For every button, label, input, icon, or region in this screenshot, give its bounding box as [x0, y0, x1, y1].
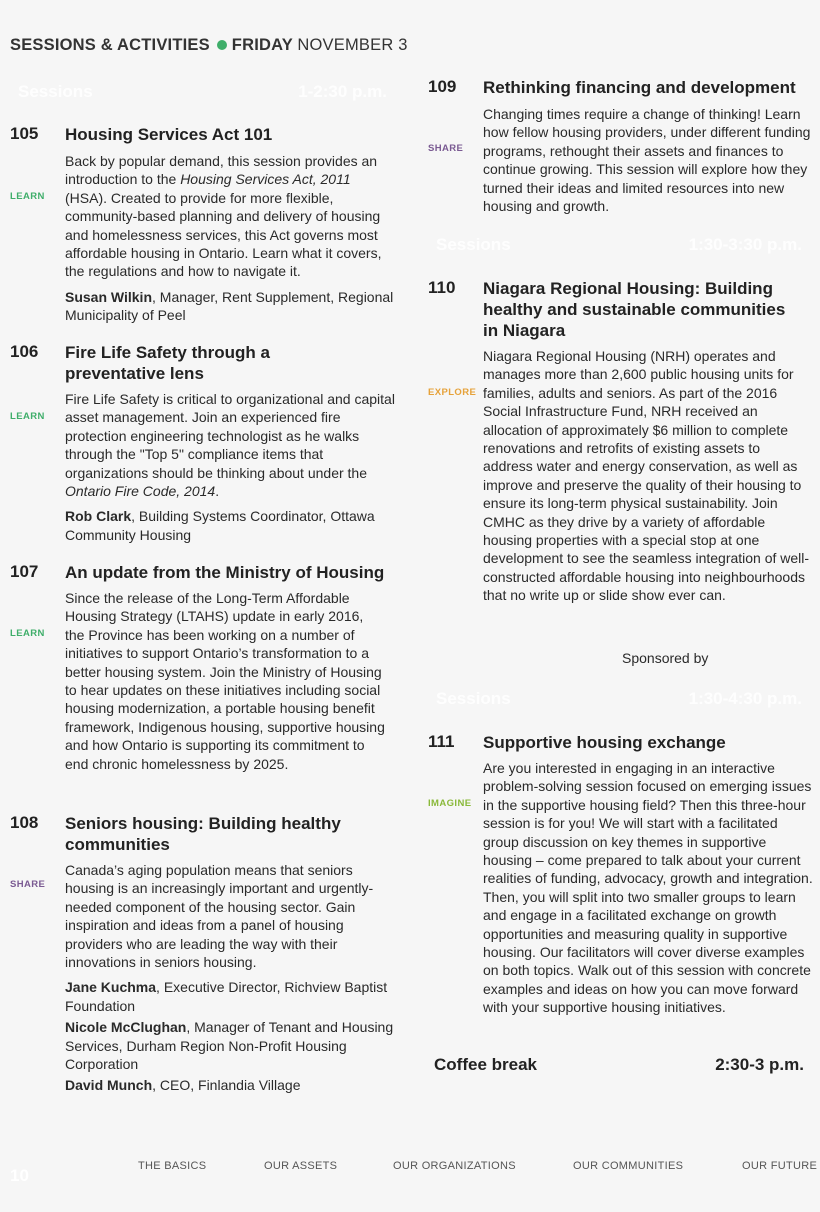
- session-tag: SHARE: [428, 143, 464, 154]
- speaker-name: Nicole McClughan: [65, 1019, 187, 1036]
- coffee-break-time: 2:30-3 p.m.: [715, 1055, 804, 1074]
- session-description: Since the release of the Long-Term Affordable Housing Strategy (LTAHS) update in early 2016, the Province has been working on a number of initiatives to support Ontario’s transformation to a better housing system. Join the Ministry of Housing to hear updates on these initiatives including social housing modernization, a portable housing benefit framework, Indigenous housing, supportive housing and how Ontario is supporting its commitment to end chronic homelessness by 2025.: [65, 590, 385, 772]
- speaker-name: Jane Kuchma: [65, 979, 157, 996]
- speaker-role: , Manager of Tenant and Housing Services, Durham Region Non-Profit Housing Corporation: [65, 1019, 394, 1073]
- speaker-role: , Building Systems Coordinator, Ottawa Community Housing: [65, 508, 375, 543]
- speaker-name: Rob Clark: [65, 508, 132, 525]
- session-tag: SHARE: [10, 879, 46, 890]
- session-description: Niagara Regional Housing (NRH) operates and manages more than 2,600 public housing units for families, adults and seniors. As part of the 2016 Social Infrastructure Fund, NRH received an allocation of approximately $6 million to complete renovations and retrofits of existing assets to address water and energy conservation, as well as improve and preserve the quality of their housing to ensure its long-term physical sustainability. Join CMHC as they drive by a variety of affordable housing properties with a special stop at one development to see the seamless integration of well-constructed affordable housing into neighbourhoods that no write up or slide show ever can.: [483, 348, 810, 604]
- description-italic: Ontario Fire Code, 2014: [65, 483, 216, 500]
- session-description: [65, 390, 395, 544]
- sessions-time-bar: [428, 232, 810, 258]
- speaker-name: David Munch: [65, 1077, 153, 1094]
- session-tag: EXPLORE: [428, 387, 477, 398]
- description-text: Back by popular demand, this session provides an introduction to the: [65, 153, 378, 188]
- session-title: Rethinking financing and development: [483, 78, 796, 97]
- session-title: An update from the Ministry of Housing: [65, 563, 385, 582]
- session-number: 106: [10, 342, 39, 361]
- description-text: Fire Life Safety is critical to organizational and capital asset management. Join an experienced fire protection engineering technologist as he walks through the "Top 5" compliance items that organizations should be thinking about under the: [65, 391, 395, 481]
- bar-label: Sessions: [436, 689, 511, 708]
- page-header: [10, 36, 408, 55]
- session-number: 111: [428, 732, 455, 751]
- session-tag: LEARN: [10, 191, 45, 202]
- session-number: 107: [10, 562, 39, 581]
- speaker: [65, 288, 395, 325]
- bar-label: Sessions: [18, 82, 93, 101]
- day-label: FRIDAY: [231, 36, 293, 54]
- speaker-role: , Manager, Rent Supplement, Regional Municipality of Peel: [65, 288, 394, 324]
- speaker: [65, 507, 395, 544]
- description-italic: Housing Services Act, 2011: [180, 171, 351, 188]
- session-description: Changing times require a change of thinking! Learn how fellow housing providers, under different funding programs, rethought their assets and finances to continue growing. This session will explore how they turned their ideas and limited resources into new housing and growth.: [483, 106, 811, 215]
- sponsored-by: Sponsored by: [622, 650, 709, 666]
- bar-label: Sessions: [436, 235, 511, 254]
- session-number: 110: [428, 278, 456, 297]
- session-title: Seniors housing: Building healthy communities: [65, 814, 341, 854]
- session-number: 109: [428, 77, 457, 96]
- session-description: [65, 152, 395, 325]
- session-description: Are you interested in engaging in an interactive problem-solving session focused on emerging issues in the supportive housing field? Then this three-hour session is for you! We will start with a facilitated group discussion on key themes in supportive housing – come prepared to talk about your current realities of funding, advocacy, growth and integration. Then, you will split into two smaller groups to learn and engage in a facilitated exchange on growth opportunities and measuring quality in supportive housing. Our facilitators will cover diverse examples on both topics. Walk out of this session with concrete examples and ideas on how you can move forward with your supportive housing initiatives.: [483, 760, 813, 1016]
- session-tag: LEARN: [10, 628, 45, 639]
- speaker-role: , CEO, Finlandia Village: [152, 1077, 301, 1094]
- session-title: Supportive housing exchange: [483, 733, 726, 752]
- section-title: SESSIONS & ACTIVITIES: [10, 36, 210, 54]
- nav-our-communities[interactable]: OUR COMMUNITIES: [573, 1160, 684, 1172]
- bullet-dot-icon: [217, 40, 227, 50]
- speaker: [65, 1018, 395, 1073]
- bar-time: 1:30-4:30 p.m.: [688, 689, 802, 708]
- nav-our-future[interactable]: OUR FUTURE: [742, 1160, 818, 1172]
- date-label: NOVEMBER 3: [297, 36, 408, 54]
- sessions-time-bar: [10, 79, 395, 105]
- nav-our-organizations[interactable]: OUR ORGANIZATIONS: [393, 1160, 516, 1172]
- speaker-role: , Executive Director, Richview Baptist Foundation: [65, 979, 388, 1014]
- coffee-break: [434, 1055, 804, 1075]
- session-title: Housing Services Act 101: [65, 125, 273, 144]
- nav-our-assets[interactable]: OUR ASSETS: [264, 1160, 338, 1172]
- speaker: [65, 978, 395, 1015]
- page-number: 10: [10, 1166, 29, 1185]
- bar-time: 1:30-3:30 p.m.: [688, 235, 802, 254]
- session-description: [65, 861, 395, 1095]
- description-text: .: [215, 483, 220, 500]
- description-text: Canada’s aging population means that seniors housing is an increasingly important and urgently-needed component of the housing sector. Gain inspiration and ideas from a panel of housing providers who are leading the way with their innovations in seniors housing.: [65, 862, 374, 971]
- session-number: 105: [10, 124, 39, 143]
- speaker-name: Susan Wilkin: [65, 288, 153, 305]
- session-title: Fire Life Safety through a preventative lens: [65, 343, 270, 383]
- session-number: 108: [10, 813, 39, 832]
- sessions-time-bar: [428, 686, 810, 712]
- bar-time: 1-2:30 p.m.: [298, 82, 387, 101]
- session-tag: LEARN: [10, 411, 45, 422]
- session-title: Niagara Regional Housing: Building healthy and sustainable communities in Niagara: [483, 279, 786, 340]
- session-tag: IMAGINE: [428, 798, 472, 809]
- description-text: (HSA). Created to provide for more flexible, community-based planning and delivery of housing and homelessness services, this Act governs most affordable housing in Ontario. Learn what it covers, the regulations and how to navigate it.: [65, 189, 382, 280]
- coffee-break-label: Coffee break: [434, 1055, 537, 1074]
- nav-the-basics[interactable]: THE BASICS: [138, 1160, 207, 1172]
- speaker: [65, 1076, 395, 1094]
